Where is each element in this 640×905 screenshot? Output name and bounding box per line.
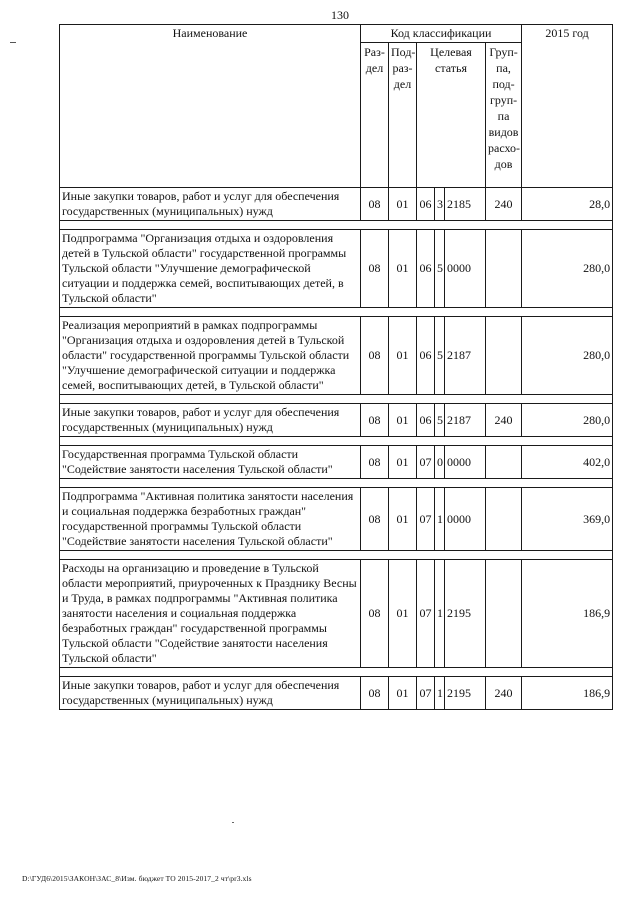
row-target-subprogram: 5 (435, 317, 445, 395)
table-row (60, 488, 613, 551)
row-separator-cell (60, 551, 613, 560)
row-separator (60, 479, 613, 488)
scan-mark (232, 822, 234, 823)
row-target-program: 07 (417, 677, 435, 710)
table-row (60, 560, 613, 668)
row-subsection: 01 (389, 404, 417, 437)
row-separator (60, 395, 613, 404)
row-name: Подпрограмма "Активная политика занятости населения и социальная поддержка безработных граждан" государственной программы Тульской области "Содействие занятости населения Тульской области" (60, 488, 361, 551)
row-section: 08 (361, 317, 389, 395)
row-name: Реализация мероприятий в рамках подпрограммы "Организация отдыха и оздоровления детей в Тульской области" государственной программы Тульской области "Улучшение демографической ситуации и поддержка семей, воспитывающих детей, в Тульской области" (60, 317, 361, 395)
header-target: Целевая статья (417, 43, 486, 188)
row-target-direction: 0000 (445, 230, 486, 308)
row-amount: 280,0 (522, 317, 613, 395)
row-target-program: 06 (417, 404, 435, 437)
row-target-direction: 2187 (445, 404, 486, 437)
row-section: 08 (361, 446, 389, 479)
row-expense-group: 240 (486, 188, 522, 221)
row-expense-group (486, 446, 522, 479)
row-target-subprogram: 3 (435, 188, 445, 221)
row-subsection: 01 (389, 677, 417, 710)
row-amount: 369,0 (522, 488, 613, 551)
row-separator-cell (60, 479, 613, 488)
row-subsection: 01 (389, 488, 417, 551)
row-amount: 28,0 (522, 188, 613, 221)
row-section: 08 (361, 488, 389, 551)
row-target-direction: 0000 (445, 446, 486, 479)
table-row (60, 230, 613, 308)
row-separator-cell (60, 308, 613, 317)
row-name: Расходы на организацию и проведение в Тульской области мероприятий, приуроченных к Празднику Весны и Труда, в рамках подпрограммы "Активная политика занятости населения и социальная поддержка безработных граждан" государственной программы Тульской области "Содействие занятости населения Тульской области" (60, 560, 361, 668)
row-expense-group: 240 (486, 404, 522, 437)
row-section: 08 (361, 677, 389, 710)
table-row (60, 317, 613, 395)
header-section: Раз- дел (361, 43, 389, 188)
row-name: Иные закупки товаров, работ и услуг для обеспечения государственных (муниципальных) нужд (60, 677, 361, 710)
header-subsection: Под- раз- дел (389, 43, 417, 188)
row-subsection: 01 (389, 446, 417, 479)
row-separator-cell (60, 668, 613, 677)
row-separator-cell (60, 221, 613, 230)
row-target-program: 07 (417, 446, 435, 479)
row-amount: 186,9 (522, 677, 613, 710)
row-name: Иные закупки товаров, работ и услуг для обеспечения государственных (муниципальных) нужд (60, 188, 361, 221)
row-separator (60, 437, 613, 446)
row-expense-group (486, 230, 522, 308)
row-target-program: 06 (417, 188, 435, 221)
row-section: 08 (361, 188, 389, 221)
row-target-subprogram: 1 (435, 677, 445, 710)
table-row (60, 404, 613, 437)
row-subsection: 01 (389, 230, 417, 308)
row-target-direction: 0000 (445, 488, 486, 551)
row-target-subprogram: 1 (435, 560, 445, 668)
row-separator (60, 551, 613, 560)
row-name: Подпрограмма "Организация отдыха и оздоровления детей в Тульской области" государственной программы Тульской области "Улучшение демографической ситуации и поддержка семей, воспитывающих детей, в Тульской области" (60, 230, 361, 308)
row-target-subprogram: 5 (435, 404, 445, 437)
table-row (60, 446, 613, 479)
row-expense-group (486, 560, 522, 668)
row-section: 08 (361, 230, 389, 308)
row-name: Иные закупки товаров, работ и услуг для обеспечения государственных (муниципальных) нужд (60, 404, 361, 437)
table-row (60, 188, 613, 221)
row-target-program: 07 (417, 560, 435, 668)
row-section: 08 (361, 404, 389, 437)
row-separator (60, 668, 613, 677)
header-code-group: Код классификации (361, 25, 522, 43)
row-subsection: 01 (389, 317, 417, 395)
row-subsection: 01 (389, 560, 417, 668)
row-expense-group: 240 (486, 677, 522, 710)
row-separator-cell (60, 395, 613, 404)
row-separator (60, 221, 613, 230)
row-separator-cell (60, 437, 613, 446)
table-body (60, 188, 613, 710)
header-year: 2015 год (522, 25, 613, 188)
scan-mark (10, 42, 16, 43)
row-target-subprogram: 0 (435, 446, 445, 479)
table-row (60, 677, 613, 710)
row-target-program: 06 (417, 317, 435, 395)
row-target-direction: 2185 (445, 188, 486, 221)
row-target-direction: 2187 (445, 317, 486, 395)
file-path-footer: D:\ГУД6\2015\ЗАКОН\ЗАС_8\Изм. бюджет ТО 2015-2017_2 чт\pr3.xls (22, 874, 252, 883)
row-subsection: 01 (389, 188, 417, 221)
row-target-direction: 2195 (445, 560, 486, 668)
row-section: 08 (361, 560, 389, 668)
row-amount: 402,0 (522, 446, 613, 479)
row-expense-group (486, 317, 522, 395)
header-expense-group: Груп- па, под- груп- па видов расхо- дов (486, 43, 522, 188)
row-target-subprogram: 1 (435, 488, 445, 551)
row-amount: 186,9 (522, 560, 613, 668)
row-target-program: 06 (417, 230, 435, 308)
header-name: Наименование (60, 25, 361, 188)
budget-table (59, 24, 613, 710)
page-number: 130 (331, 8, 349, 22)
row-separator (60, 308, 613, 317)
row-target-subprogram: 5 (435, 230, 445, 308)
row-amount: 280,0 (522, 404, 613, 437)
row-name: Государственная программа Тульской области "Содействие занятости населения Тульской области" (60, 446, 361, 479)
row-expense-group (486, 488, 522, 551)
row-target-program: 07 (417, 488, 435, 551)
row-target-direction: 2195 (445, 677, 486, 710)
row-amount: 280,0 (522, 230, 613, 308)
